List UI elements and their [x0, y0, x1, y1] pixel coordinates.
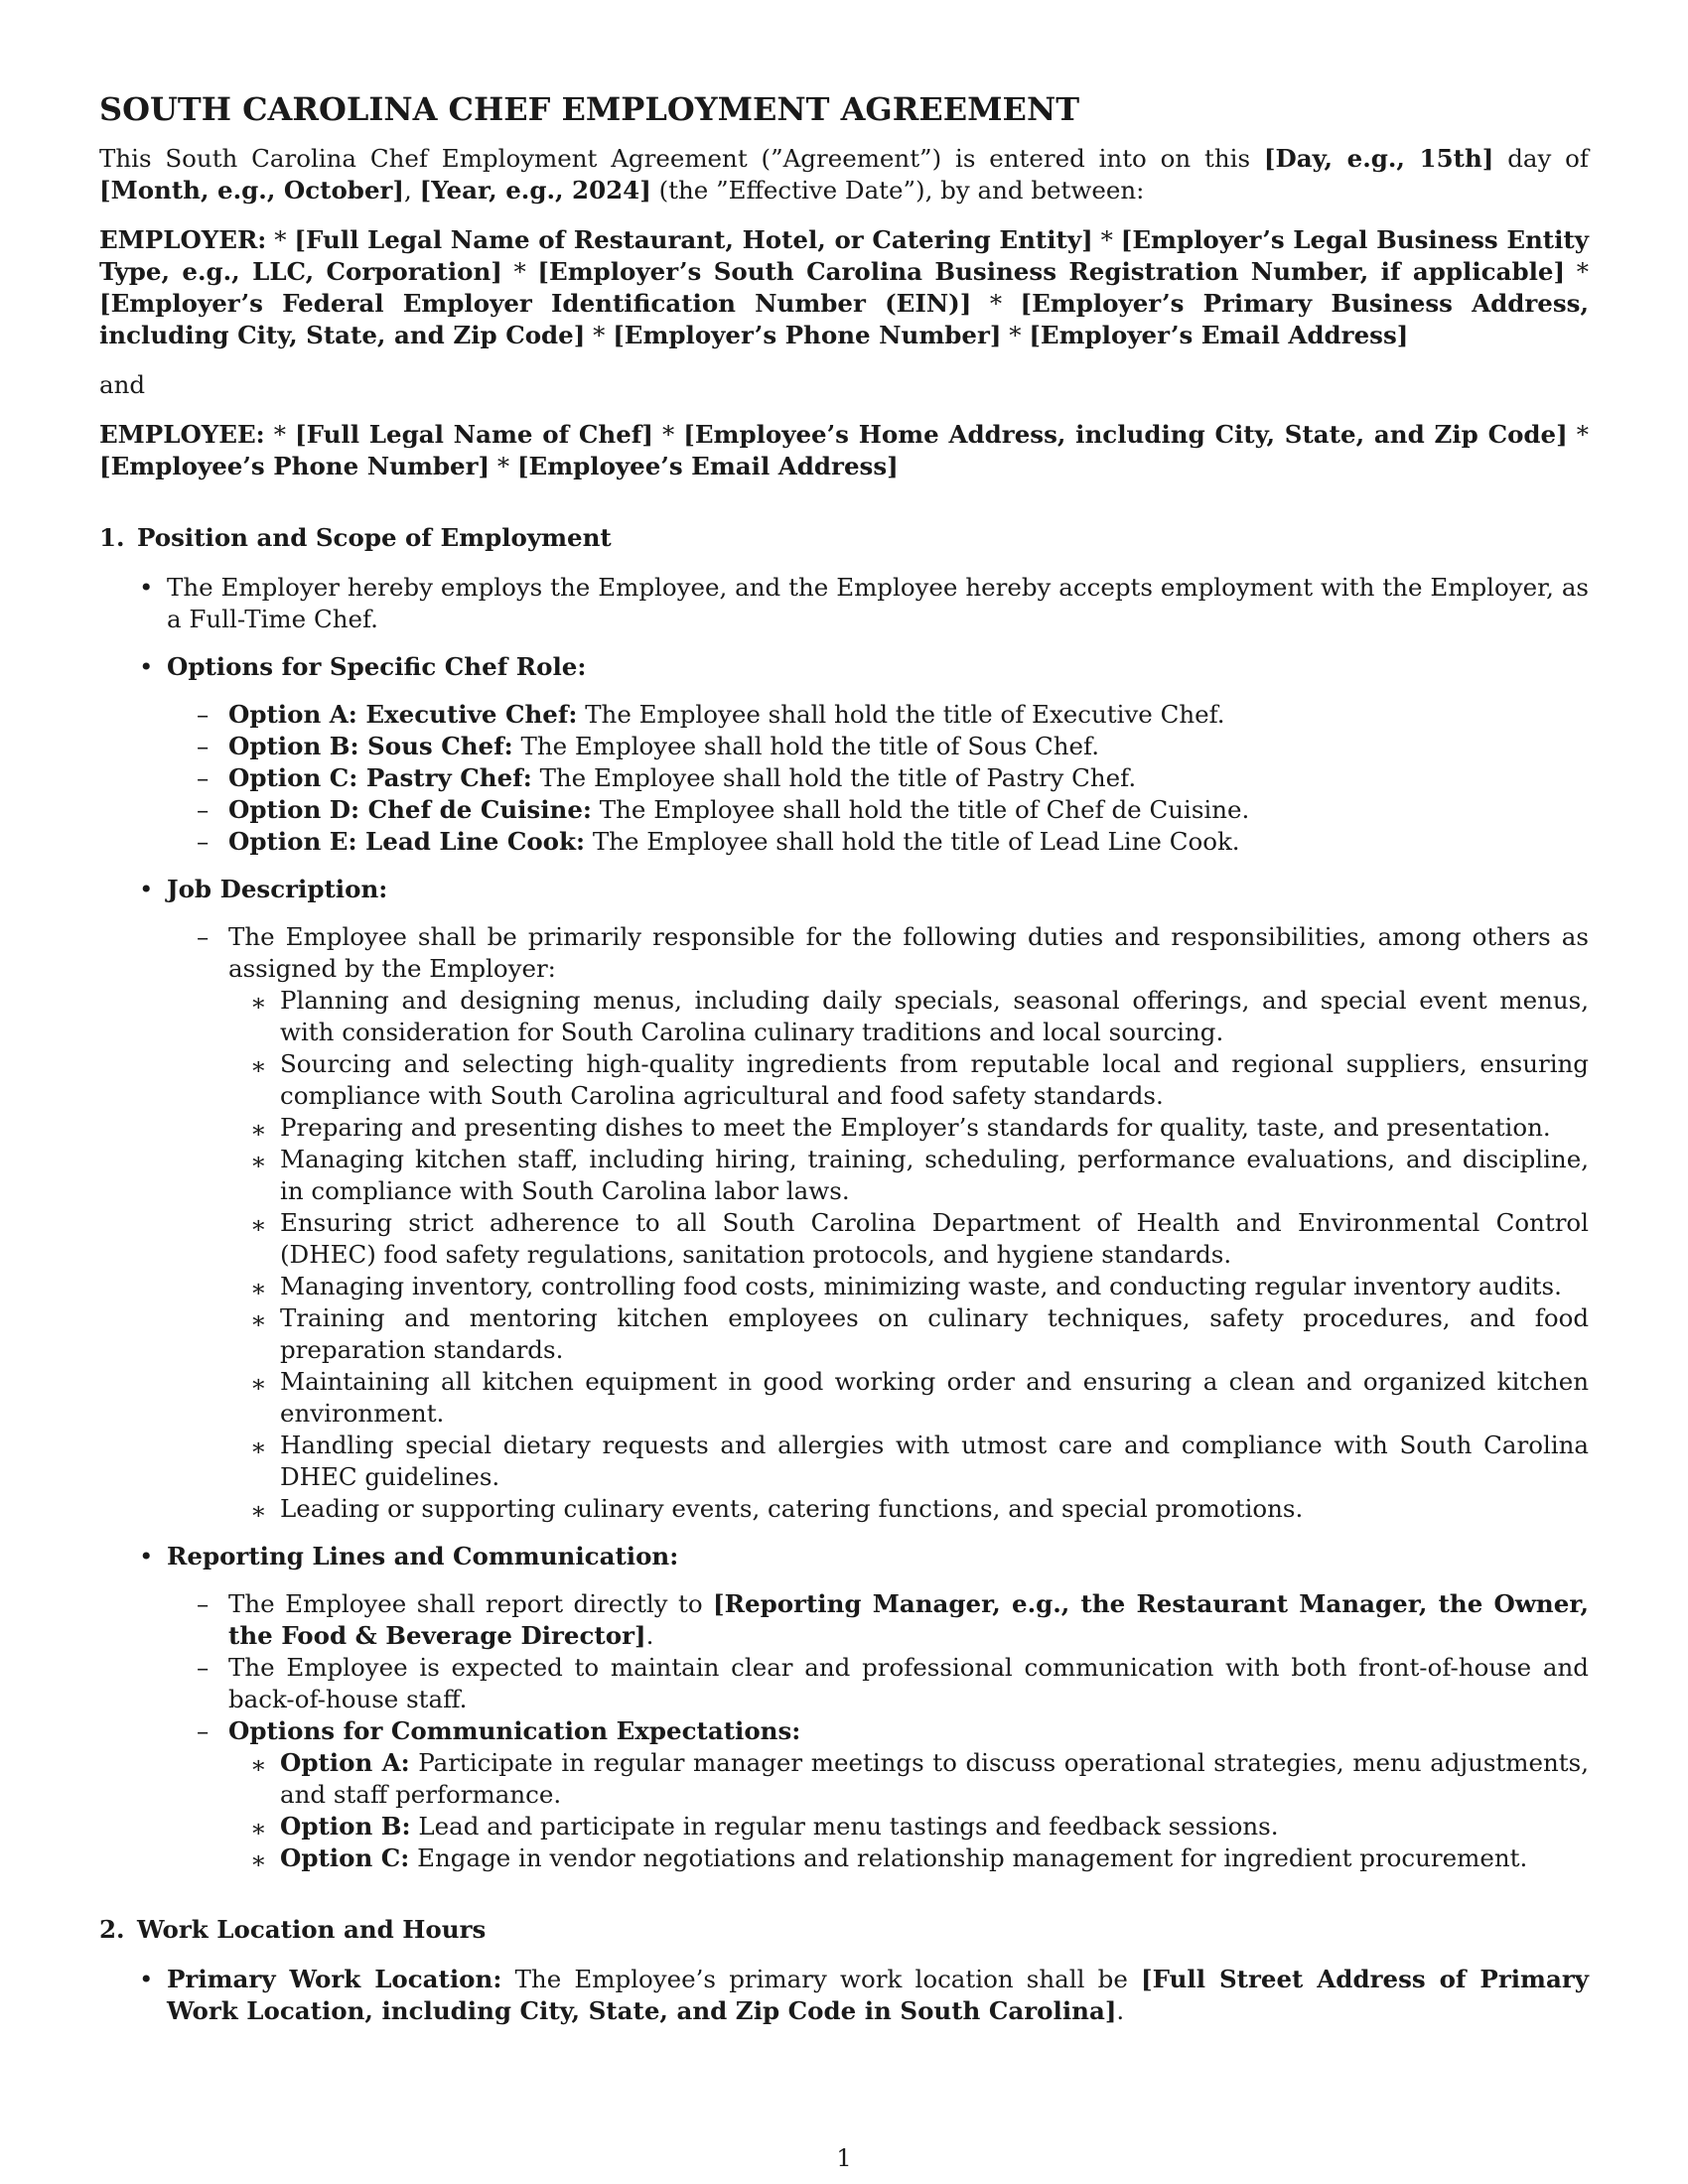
duty-item	[99, 1207, 1589, 1271]
option-label: Option D: Chef de Cuisine:	[228, 795, 592, 824]
month-field: [Month, e.g., October]	[99, 176, 405, 205]
bullet-marker: •	[139, 573, 154, 602]
asterisk-marker: ∗	[250, 988, 267, 1017]
option-text: Engage in vendor negotiations and relationship management for ingredient procurement.	[417, 1843, 1528, 1872]
employee-label: EMPLOYEE:	[99, 420, 265, 449]
asterisk-marker: ∗	[250, 1305, 267, 1334]
star-separator: *	[1576, 257, 1589, 286]
asterisk-marker: ∗	[250, 1274, 267, 1302]
reporting-manager-field: [Reporting Manager, e.g., the Restaurant Manager, the Owner, the Food & Beverage Director]	[228, 1589, 1589, 1650]
dash-marker: –	[197, 1716, 210, 1745]
bullet-marker: •	[139, 652, 154, 681]
option-text: The Employee shall hold the title of Lead Line Cook.	[592, 827, 1240, 856]
bullet-marker: •	[139, 1965, 154, 1993]
subheading: Options for Communication Expectations:	[228, 1716, 801, 1745]
option-label: Option C: Pastry Chef:	[228, 763, 532, 792]
asterisk-marker: ∗	[250, 1369, 267, 1398]
job-description	[99, 921, 1589, 1525]
star-separator: *	[274, 225, 287, 254]
asterisk-marker: ∗	[250, 1845, 267, 1874]
employee-block	[99, 419, 1589, 482]
star-separator: *	[1576, 420, 1590, 449]
duty-text: Training and mentoring kitchen employees on culinary techniques, safety procedures, and food preparation standards.	[280, 1303, 1589, 1364]
duty-text: Handling special dietary requests and allergies with utmost care and compliance with South Carolina DHEC guidelines.	[280, 1431, 1589, 1491]
section-1-heading	[99, 522, 1589, 554]
duty-item	[99, 1112, 1589, 1144]
employer-field: [Employer’s Legal Business Entity Type, e.g., LLC, Corporation]	[99, 225, 1589, 286]
duty-text: Managing inventory, controlling food costs, minimizing waste, and conducting regular inventory audits.	[280, 1272, 1562, 1300]
asterisk-marker: ∗	[250, 1496, 267, 1525]
duty-text: Preparing and presenting dishes to meet the Employer’s standards for quality, taste, and presentation.	[280, 1113, 1551, 1142]
option-label: Option C:	[280, 1843, 410, 1872]
employee-field: [Employee’s Email Address]	[516, 452, 899, 480]
duty-item	[99, 985, 1589, 1048]
list-item	[99, 572, 1589, 635]
list-item	[99, 826, 1589, 858]
asterisk-marker: ∗	[250, 1051, 267, 1080]
star-separator: *	[1009, 321, 1022, 349]
employee-field: [Full Legal Name of Chef]	[295, 420, 653, 449]
star-separator: *	[989, 289, 1003, 318]
duty-item	[99, 1493, 1589, 1525]
page-number: 1	[836, 2144, 852, 2172]
option-label: Option B:	[280, 1812, 411, 1841]
dash-marker: –	[197, 732, 210, 760]
employer-field: [Full Legal Name of Restaurant, Hotel, or Catering Entity]	[294, 225, 1093, 254]
list-item	[99, 762, 1589, 794]
duty-item	[99, 1430, 1589, 1493]
duty-item	[99, 1302, 1589, 1366]
and-text: and	[99, 370, 146, 399]
employer-field: [Employer’s Primary Business Address, including City, State, and Zip Code]	[99, 289, 1589, 349]
reporting-lines	[99, 1588, 1589, 1874]
duty-text: Maintaining all kitchen equipment in good working order and ensuring a clean and organized kitchen environment.	[280, 1367, 1589, 1428]
section-number: 1.	[99, 523, 125, 552]
option-text: The Employee shall hold the title of Pastry Chef.	[539, 763, 1137, 792]
star-separator: *	[593, 321, 606, 349]
role-options	[99, 699, 1589, 858]
dash-marker: –	[197, 795, 210, 824]
employer-field: [Employer’s South Carolina Business Registration Number, if applicable]	[537, 257, 1566, 286]
intro-text: ,	[404, 176, 420, 205]
asterisk-marker: ∗	[250, 1115, 267, 1144]
section-title: Work Location and Hours	[137, 1915, 487, 1944]
star-separator: *	[496, 452, 510, 480]
list-item	[99, 1652, 1589, 1715]
list-item	[99, 651, 1589, 683]
subheading: Primary Work Location:	[167, 1965, 502, 1993]
duty-item	[99, 1144, 1589, 1207]
dash-marker: –	[197, 1589, 210, 1618]
list-item-text: The Employee shall report directly to	[228, 1589, 714, 1618]
subheading: Options for Specific Chef Role:	[167, 652, 587, 681]
employer-field: [Employer’s Email Address]	[1029, 321, 1409, 349]
option-label: Option A: Executive Chef:	[228, 700, 578, 729]
option-text: The Employee shall hold the title of Sous Chef.	[520, 732, 1100, 760]
subheading: Job Description:	[167, 875, 388, 903]
section-2-heading	[99, 1914, 1589, 1946]
duty-text: Sourcing and selecting high-quality ingredients from reputable local and regional suppliers, ensuring compliance with South Carolina agricultural and food safety standards.	[280, 1049, 1589, 1110]
intro-text: day of	[1493, 144, 1589, 173]
list-item-text: .	[645, 1621, 654, 1650]
star-separator: *	[661, 420, 675, 449]
option-text: Participate in regular manager meetings to discuss operational strategies, menu adjustments, and staff performance.	[280, 1748, 1589, 1809]
bullet-marker: •	[139, 875, 154, 903]
option-text: The Employee shall hold the title of Executive Chef.	[585, 700, 1225, 729]
list-item	[99, 1541, 1589, 1572]
dash-marker: –	[197, 763, 210, 792]
employee-field: [Employee’s Phone Number]	[99, 452, 491, 480]
intro-text: (the ”Effective Date”), by and between:	[650, 176, 1145, 205]
list-item-text: The Employer hereby employs the Employee, and the Employee hereby accepts employment with the Employer, as a Full-Time Chef.	[167, 573, 1589, 633]
option-text: Lead and participate in regular menu tastings and feedback sessions.	[418, 1812, 1279, 1841]
duty-text: Managing kitchen staff, including hiring, training, scheduling, performance evaluations, and discipline, in compliance with South Carolina labor laws.	[280, 1145, 1589, 1205]
duty-text: Ensuring strict adherence to all South Carolina Department of Health and Environmental Control (DHEC) food safety regulations, sanitation protocols, and hygiene standards.	[280, 1208, 1589, 1269]
year-field: [Year, e.g., 2024]	[419, 176, 651, 205]
section-title: Position and Scope of Employment	[137, 523, 612, 552]
duty-item	[99, 1366, 1589, 1430]
duty-item	[99, 1048, 1589, 1112]
document-title: SOUTH CAROLINA CHEF EMPLOYMENT AGREEMENT	[99, 90, 1079, 128]
bullet-marker: •	[139, 1542, 154, 1570]
employer-label: EMPLOYER:	[99, 225, 267, 254]
asterisk-marker: ∗	[250, 1147, 267, 1175]
dash-marker: –	[197, 827, 210, 856]
list-item-text: The Employee is expected to maintain clear and professional communication with both front-of-house and back-of-house staff.	[228, 1653, 1589, 1713]
asterisk-marker: ∗	[250, 1433, 267, 1461]
star-separator: *	[513, 257, 526, 286]
employer-field: [Employer’s Phone Number]	[613, 321, 1002, 349]
list-item	[99, 1964, 1589, 2027]
asterisk-marker: ∗	[250, 1814, 267, 1843]
asterisk-marker: ∗	[250, 1210, 267, 1239]
list-item	[99, 731, 1589, 762]
list-item-text: The Employee shall be primarily responsible for the following duties and responsibilities, among others as assigned by the Employer:	[228, 922, 1589, 983]
comm-option	[99, 1811, 1589, 1843]
star-separator: *	[273, 420, 286, 449]
employer-block	[99, 224, 1589, 351]
document-page	[99, 89, 1589, 2043]
intro-text: This South Carolina Chef Employment Agreement (”Agreement”) is entered into on this	[99, 144, 1264, 173]
section-number: 2.	[99, 1915, 125, 1944]
work-location-field: [Full Street Address of Primary Work Location, including City, State, and Zip Code in South Carolina]	[167, 1965, 1589, 2025]
option-text: The Employee shall hold the title of Chef de Cuisine.	[599, 795, 1250, 824]
list-item	[99, 1588, 1589, 1652]
day-field: [Day, e.g., 15th]	[1263, 144, 1494, 173]
list-item-text: .	[1116, 1996, 1125, 2025]
employee-field: [Employee’s Home Address, including City, State, and Zip Code]	[683, 420, 1568, 449]
asterisk-marker: ∗	[250, 1750, 267, 1779]
subheading: Reporting Lines and Communication:	[167, 1542, 679, 1570]
dash-marker: –	[197, 700, 210, 729]
list-item	[99, 1715, 1589, 1747]
comm-option	[99, 1843, 1589, 1874]
option-label: Option A:	[280, 1748, 410, 1777]
intro-paragraph	[99, 143, 1589, 206]
duty-text: Leading or supporting culinary events, catering functions, and special promotions.	[280, 1494, 1304, 1523]
employer-field: [Employer’s Federal Employer Identification Number (EIN)]	[99, 289, 972, 318]
option-label: Option B: Sous Chef:	[228, 732, 513, 760]
list-item	[99, 874, 1589, 905]
comm-option	[99, 1747, 1589, 1811]
duty-item	[99, 1271, 1589, 1302]
list-item-text: The Employee’s primary work location shall be	[514, 1965, 1142, 1993]
option-label: Option E: Lead Line Cook:	[228, 827, 586, 856]
list-item	[99, 794, 1589, 826]
list-item	[99, 921, 1589, 985]
duty-text: Planning and designing menus, including daily specials, seasonal offerings, and special event menus, with consideration for South Carolina culinary traditions and local sourcing.	[280, 986, 1589, 1046]
list-item	[99, 699, 1589, 731]
star-separator: *	[1100, 225, 1113, 254]
dash-marker: –	[197, 1653, 210, 1682]
dash-marker: –	[197, 922, 210, 951]
